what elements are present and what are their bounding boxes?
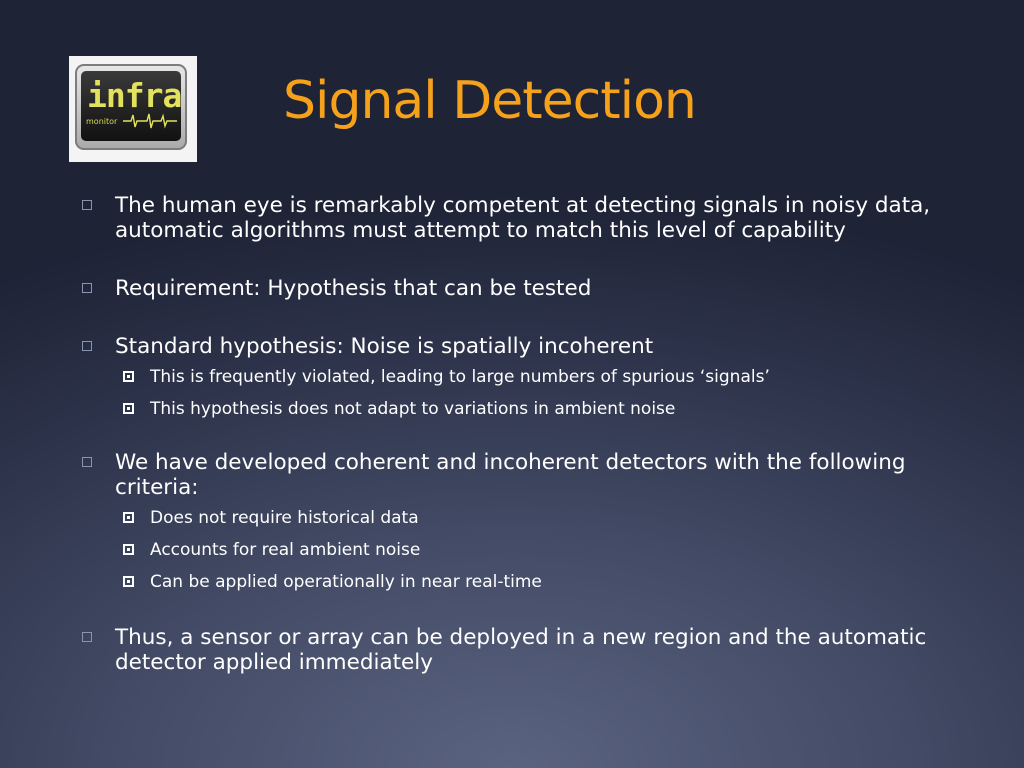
hollow-square-bullet-icon — [82, 341, 92, 351]
bullet-item — [82, 334, 962, 359]
waveform-icon — [123, 113, 177, 129]
bullet-text: Standard hypothesis: Noise is spatially incoherent — [115, 334, 654, 359]
logo-subtext: monitor — [86, 117, 118, 126]
filled-square-bullet-icon — [123, 371, 134, 382]
sub-bullet-text: Accounts for real ambient noise — [150, 540, 421, 560]
sub-bullet-item — [82, 367, 962, 387]
hollow-square-bullet-icon — [82, 283, 92, 293]
bullet-item — [82, 276, 962, 301]
sub-bullet-item — [82, 572, 962, 592]
sub-bullet-item — [82, 508, 962, 528]
filled-square-bullet-icon — [123, 403, 134, 414]
bullet-list — [82, 193, 962, 675]
logo-text: infra — [87, 76, 182, 115]
bullet-item — [82, 450, 962, 500]
filled-square-bullet-icon — [123, 576, 134, 587]
bullet-item — [82, 625, 962, 675]
logo-monitor-screen — [81, 71, 181, 141]
sub-bullet-item — [82, 540, 962, 560]
bullet-item — [82, 193, 962, 243]
sub-bullet-text: Does not require historical data — [150, 508, 419, 528]
bullet-text: Thus, a sensor or array can be deployed in a new region and the automatic detector applied immediately — [115, 625, 927, 675]
slide-title: Signal Detection — [283, 71, 696, 131]
bullet-text: We have developed coherent and incoherent detectors with the following criteria: — [115, 450, 906, 500]
sub-bullet-item — [82, 399, 962, 419]
hollow-square-bullet-icon — [82, 457, 92, 467]
infra-monitor-logo — [69, 56, 197, 162]
filled-square-bullet-icon — [123, 544, 134, 555]
hollow-square-bullet-icon — [82, 200, 92, 210]
sub-bullet-text: This is frequently violated, leading to large numbers of spurious ‘signals’ — [150, 367, 770, 387]
bullet-text: Requirement: Hypothesis that can be tested — [115, 276, 592, 301]
bullet-text: The human eye is remarkably competent at detecting signals in noisy data, automatic algorithms must attempt to match this level of capability — [115, 193, 931, 243]
hollow-square-bullet-icon — [82, 632, 92, 642]
filled-square-bullet-icon — [123, 512, 134, 523]
sub-bullet-text: Can be applied operationally in near real-time — [150, 572, 542, 592]
logo-monitor-frame — [75, 64, 187, 150]
sub-bullet-text: This hypothesis does not adapt to variations in ambient noise — [150, 399, 676, 419]
